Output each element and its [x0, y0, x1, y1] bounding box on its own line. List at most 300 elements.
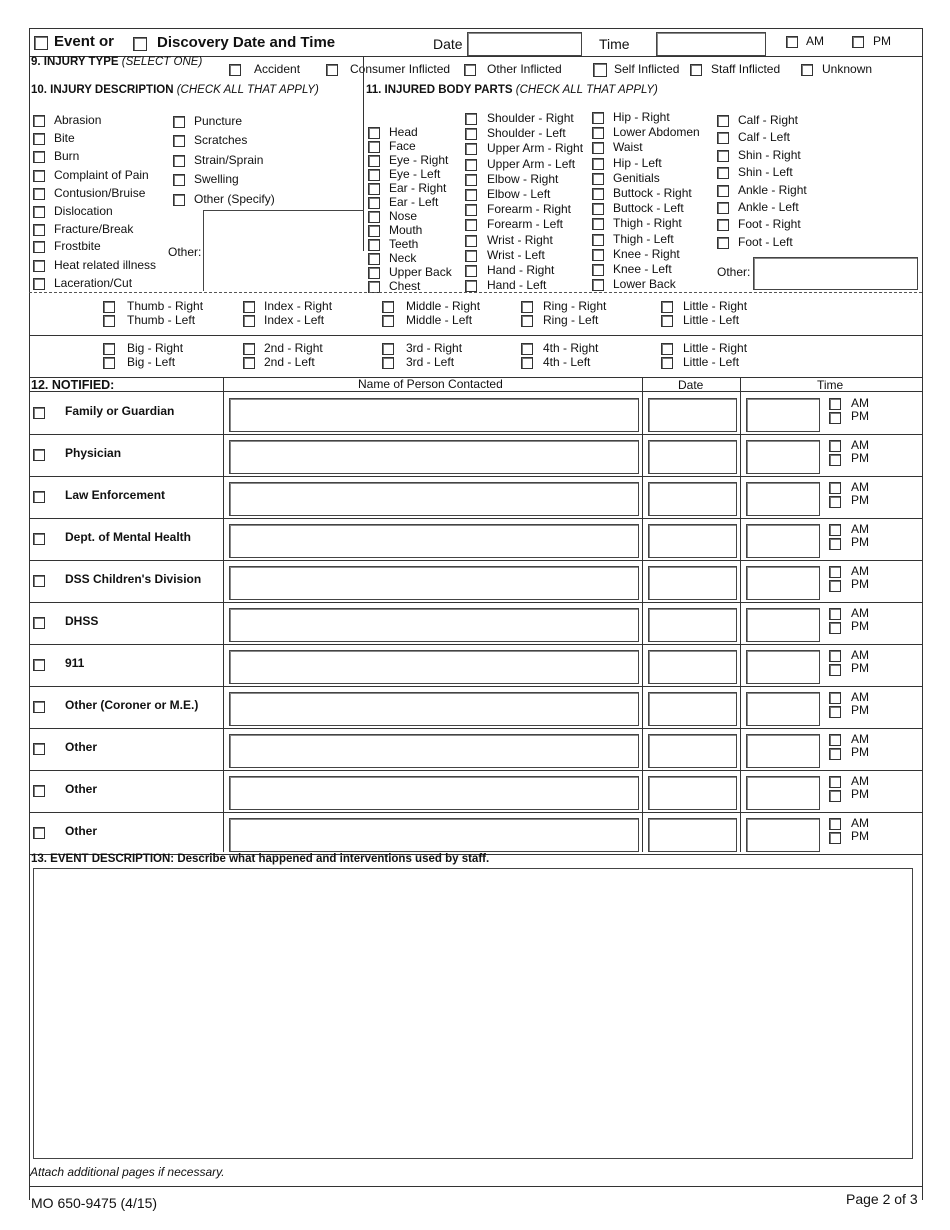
notified-row-10-date-input[interactable]	[648, 818, 737, 852]
body-wrist-left-checkbox[interactable]	[465, 250, 477, 262]
notified-row-8-time-input[interactable]	[746, 734, 820, 768]
notified-time-col-header: Time	[817, 378, 844, 392]
body-shoulder-left-label: Shoulder - Left	[487, 126, 566, 141]
finger-index-left-label: Index - Left	[264, 313, 325, 327]
injury-laceration-cut-label: Laceration/Cut	[54, 276, 133, 290]
injury-type-self-checkbox[interactable]	[593, 63, 607, 77]
body-upper-arm-right-label: Upper Arm - Right	[487, 141, 584, 156]
body-head-checkbox[interactable]	[368, 127, 380, 139]
finger-little-left-checkbox[interactable]	[661, 315, 673, 327]
injury-fracture-break-label: Fracture/Break	[54, 222, 134, 236]
notified-row-7-divider	[29, 728, 922, 729]
body-ear-right-checkbox[interactable]	[368, 183, 380, 195]
notified-row-2-am-checkbox[interactable]	[829, 482, 841, 494]
injury-description-other-label: Other:	[168, 245, 202, 259]
toe-4th-right-checkbox[interactable]	[521, 343, 533, 355]
body-upper-arm-right-checkbox[interactable]	[465, 143, 477, 155]
notified-row-1-am-label: AM	[851, 438, 869, 452]
body-face-label: Face	[389, 139, 416, 153]
body-ear-left-label: Ear - Left	[389, 195, 439, 209]
notified-row-6-date-input[interactable]	[648, 650, 737, 684]
body-nose-checkbox[interactable]	[368, 211, 380, 223]
notified-row-5-label: DHSS	[65, 614, 99, 628]
notified-row-0-name-input[interactable]	[229, 398, 639, 432]
body-lower-back-label: Lower Back	[613, 277, 676, 292]
notified-row-7-date-input[interactable]	[648, 692, 737, 726]
notified-row-1-pm-label: PM	[851, 451, 869, 465]
body-head-label: Head	[389, 125, 418, 139]
event-time-input[interactable]	[656, 32, 766, 56]
body-mouth-checkbox[interactable]	[368, 225, 380, 237]
body-wrist-right-label: Wrist - Right	[487, 232, 553, 247]
notified-row-2-pm-checkbox[interactable]	[829, 496, 841, 508]
finger-ring-left-checkbox[interactable]	[521, 315, 533, 327]
notified-row-9-time-input[interactable]	[746, 776, 820, 810]
body-lower-abdomen-checkbox[interactable]	[592, 127, 604, 139]
notified-row-5-am-label: AM	[851, 606, 869, 620]
notified-row-4-pm-checkbox[interactable]	[829, 580, 841, 592]
finger-thumb-left-checkbox[interactable]	[103, 315, 115, 327]
notified-row-1-name-input[interactable]	[229, 440, 639, 474]
injury-bite-checkbox[interactable]	[33, 133, 45, 145]
injury-type-other-checkbox[interactable]	[464, 64, 476, 76]
notified-row-0-checkbox[interactable]	[33, 407, 45, 419]
body-eye-right-checkbox[interactable]	[368, 155, 380, 167]
injury-bite-label: Bite	[54, 131, 75, 145]
body-lower-abdomen-label: Lower Abdomen	[613, 125, 700, 140]
body-calf-left-checkbox[interactable]	[717, 132, 729, 144]
injury-heat-related-illness-label: Heat related illness	[54, 258, 157, 272]
toe-little-right-checkbox[interactable]	[661, 343, 673, 355]
notified-row-1-pm-checkbox[interactable]	[829, 454, 841, 466]
body-ankle-left-label: Ankle - Left	[738, 200, 799, 214]
injury-complaint-of-pain-label: Complaint of Pain	[54, 168, 149, 182]
notified-row-10-label: Other	[65, 824, 98, 838]
toe-4th-left-checkbox[interactable]	[521, 357, 533, 369]
notified-row-2-name-input[interactable]	[229, 482, 639, 516]
notified-row-6-am-label: AM	[851, 648, 869, 662]
body-hip-left-checkbox[interactable]	[592, 158, 604, 170]
notified-row-3-pm-label: PM	[851, 535, 869, 549]
notified-row-7-time-input[interactable]	[746, 692, 820, 726]
notified-row-8-label: Other	[65, 740, 98, 754]
discovery-checkbox[interactable]	[133, 37, 147, 51]
left-border	[29, 28, 30, 1200]
finger-little-right-checkbox[interactable]	[661, 301, 673, 313]
notified-row-8-date-input[interactable]	[648, 734, 737, 768]
injury-scratches-checkbox[interactable]	[173, 135, 185, 147]
notified-row-9-am-checkbox[interactable]	[829, 776, 841, 788]
injury-description-other-input[interactable]	[203, 210, 364, 291]
injury-type-staff-label: Staff Inflicted	[711, 62, 781, 76]
notified-row-3-name-input[interactable]	[229, 524, 639, 558]
event-pm-label: PM	[873, 34, 891, 48]
injury-frostbite-label: Frostbite	[54, 239, 101, 253]
injury-type-accident-label: Accident	[254, 62, 301, 76]
notified-row-6-checkbox[interactable]	[33, 659, 45, 671]
notified-row-10-am-label: AM	[851, 816, 869, 830]
event-description-textarea[interactable]	[33, 868, 913, 1159]
injury-dislocation-checkbox[interactable]	[33, 206, 45, 218]
body-neck-checkbox[interactable]	[368, 253, 380, 265]
injury-contusion-bruise-checkbox[interactable]	[33, 188, 45, 200]
notified-header-divider	[29, 391, 922, 392]
notified-col-divider-2	[642, 377, 643, 852]
finger-index-right-label: Index - Right	[264, 299, 333, 313]
finger-index-left-checkbox[interactable]	[243, 315, 255, 327]
notified-row-8-name-input[interactable]	[229, 734, 639, 768]
notified-row-6-pm-label: PM	[851, 661, 869, 675]
notified-row-9-checkbox[interactable]	[33, 785, 45, 797]
body-knee-right-label: Knee - Right	[613, 246, 680, 261]
body-elbow-right-checkbox[interactable]	[465, 174, 477, 186]
notified-row-4-label: DSS Children's Division	[65, 572, 202, 586]
body-elbow-right-label: Elbow - Right	[487, 171, 559, 186]
body-forearm-left-label: Forearm - Left	[487, 217, 564, 232]
notified-row-10-pm-checkbox[interactable]	[829, 832, 841, 844]
notified-row-5-name-input[interactable]	[229, 608, 639, 642]
body-wrist-left-label: Wrist - Left	[487, 247, 545, 262]
notified-row-5-am-checkbox[interactable]	[829, 608, 841, 620]
body-buttock-right-checkbox[interactable]	[592, 188, 604, 200]
toe-3rd-right-checkbox[interactable]	[382, 343, 394, 355]
body-wrist-right-checkbox[interactable]	[465, 235, 477, 247]
body-thigh-right-checkbox[interactable]	[592, 218, 604, 230]
event-date-input[interactable]	[467, 32, 582, 56]
notified-row-6-time-input[interactable]	[746, 650, 820, 684]
page-number: Page 2 of 3	[846, 1191, 918, 1207]
notified-row-0-pm-checkbox[interactable]	[829, 412, 841, 424]
notified-row-8-checkbox[interactable]	[33, 743, 45, 755]
finger-middle-right-label: Middle - Right	[406, 299, 481, 313]
body-calf-right-label: Calf - Right	[738, 113, 799, 127]
body-elbow-left-label: Elbow - Left	[487, 187, 551, 201]
body-genitials-checkbox[interactable]	[592, 173, 604, 185]
notified-row-1-am-checkbox[interactable]	[829, 440, 841, 452]
body-upper-back-checkbox[interactable]	[368, 267, 380, 279]
body-shin-left-label: Shin - Left	[738, 165, 793, 180]
injury-laceration-cut-checkbox[interactable]	[33, 278, 45, 290]
toe-3rd-right-label: 3rd - Right	[406, 341, 463, 355]
finger-ring-left-label: Ring - Left	[543, 313, 599, 327]
notified-row-7-name-input[interactable]	[229, 692, 639, 726]
injury-strain-sprain-label: Strain/Sprain	[194, 153, 264, 167]
injury-type-unknown-checkbox[interactable]	[801, 64, 813, 76]
notified-row-9-date-input[interactable]	[648, 776, 737, 810]
injury-fracture-break-checkbox[interactable]	[33, 224, 45, 236]
toe-little-left-checkbox[interactable]	[661, 357, 673, 369]
notified-row-1-checkbox[interactable]	[33, 449, 45, 461]
body-buttock-right-label: Buttock - Right	[613, 186, 692, 200]
body-ankle-right-label: Ankle - Right	[738, 182, 807, 197]
body-parts-divider	[29, 292, 922, 293]
notified-row-4-date-input[interactable]	[648, 566, 737, 600]
notified-row-0-date-input[interactable]	[648, 398, 737, 432]
toe-4th-right-label: 4th - Right	[543, 341, 599, 355]
finger-thumb-left-label: Thumb - Left	[127, 313, 196, 327]
finger-little-right-label: Little - Right	[683, 299, 748, 313]
finger-middle-right-checkbox[interactable]	[382, 301, 394, 313]
body-parts-other-input[interactable]	[753, 257, 918, 290]
body-elbow-left-checkbox[interactable]	[465, 189, 477, 201]
notified-row-4-name-input[interactable]	[229, 566, 639, 600]
notified-row-5-date-input[interactable]	[648, 608, 737, 642]
notified-title: 12. NOTIFIED:	[31, 378, 115, 392]
body-waist-label: Waist	[613, 140, 643, 155]
injury-puncture-label: Puncture	[194, 114, 243, 128]
notified-row-10-name-input[interactable]	[229, 818, 639, 852]
body-ear-right-label: Ear - Right	[389, 181, 447, 195]
notified-row-8-divider	[29, 770, 922, 771]
notified-row-0-time-input[interactable]	[746, 398, 820, 432]
notified-row-2-pm-label: PM	[851, 493, 869, 507]
notified-row-10-pm-label: PM	[851, 829, 869, 843]
injury-scratches-label: Scratches	[194, 133, 248, 147]
notified-col-divider-1	[223, 377, 224, 852]
notified-row-9-pm-label: PM	[851, 787, 869, 801]
toe-big-left-checkbox[interactable]	[103, 357, 115, 369]
event-description-title: 13. EVENT DESCRIPTION: Describe what happened and interventions used by staff.	[31, 853, 490, 865]
body-hand-left-checkbox[interactable]	[465, 280, 477, 292]
body-ankle-right-checkbox[interactable]	[717, 185, 729, 197]
body-shin-right-label: Shin - Right	[738, 147, 801, 162]
toe-3rd-left-checkbox[interactable]	[382, 357, 394, 369]
injury-strain-sprain-checkbox[interactable]	[173, 155, 185, 167]
event-label: Event or	[54, 33, 115, 50]
notified-row-9-am-label: AM	[851, 774, 869, 788]
event-am-checkbox[interactable]	[786, 36, 798, 48]
fingers-divider	[29, 335, 922, 336]
body-ankle-left-checkbox[interactable]	[717, 202, 729, 214]
body-forearm-right-checkbox[interactable]	[465, 204, 477, 216]
event-pm-checkbox[interactable]	[852, 36, 864, 48]
body-hip-right-label: Hip - Right	[613, 110, 670, 124]
body-hand-left-label: Hand - Left	[487, 278, 547, 293]
injury-puncture-checkbox[interactable]	[173, 116, 185, 128]
event-am-label: AM	[806, 34, 824, 48]
notified-row-3-am-checkbox[interactable]	[829, 524, 841, 536]
body-shoulder-right-checkbox[interactable]	[465, 113, 477, 125]
notified-row-3-pm-checkbox[interactable]	[829, 538, 841, 550]
finger-middle-left-checkbox[interactable]	[382, 315, 394, 327]
notified-row-7-pm-checkbox[interactable]	[829, 706, 841, 718]
notified-row-3-checkbox[interactable]	[33, 533, 45, 545]
notified-row-4-pm-label: PM	[851, 577, 869, 591]
notified-row-0-am-label: AM	[851, 396, 869, 410]
body-foot-right-checkbox[interactable]	[717, 219, 729, 231]
body-eye-left-checkbox[interactable]	[368, 169, 380, 181]
injury-description-title: 10. INJURY DESCRIPTION (CHECK ALL THAT APPLY)	[31, 84, 319, 96]
injury-swelling-checkbox[interactable]	[173, 174, 185, 186]
date-label: Date	[433, 36, 463, 52]
notified-row-6-pm-checkbox[interactable]	[829, 664, 841, 676]
injury-type-consumer-label: Consumer Inflicted	[350, 62, 451, 76]
attach-note: Attach additional pages if necessary.	[30, 1165, 225, 1179]
body-ear-left-checkbox[interactable]	[368, 197, 380, 209]
notified-row-8-pm-label: PM	[851, 745, 869, 759]
notified-row-6-am-checkbox[interactable]	[829, 650, 841, 662]
notified-row-10-checkbox[interactable]	[33, 827, 45, 839]
injury-burn-checkbox[interactable]	[33, 151, 45, 163]
injury-swelling-label: Swelling	[194, 172, 239, 186]
injury-type-title: 9. INJURY TYPE (SELECT ONE)	[31, 56, 203, 68]
notified-row-2-date-input[interactable]	[648, 482, 737, 516]
notified-row-9-divider	[29, 812, 922, 813]
notified-row-1-date-input[interactable]	[648, 440, 737, 474]
notified-row-8-pm-checkbox[interactable]	[829, 748, 841, 760]
body-hip-left-label: Hip - Left	[613, 155, 662, 170]
body-calf-right-checkbox[interactable]	[717, 115, 729, 127]
discovery-label: Discovery Date and Time	[157, 34, 336, 51]
toe-2nd-right-label: 2nd - Right	[264, 341, 323, 355]
body-knee-left-label: Knee - Left	[613, 262, 672, 276]
body-hand-right-checkbox[interactable]	[465, 265, 477, 277]
body-thigh-left-checkbox[interactable]	[592, 234, 604, 246]
event-checkbox[interactable]	[34, 36, 48, 50]
toe-big-right-checkbox[interactable]	[103, 343, 115, 355]
notified-row-0-am-checkbox[interactable]	[829, 398, 841, 410]
notified-row-0-pm-label: PM	[851, 409, 869, 423]
notified-row-4-time-input[interactable]	[746, 566, 820, 600]
body-mouth-label: Mouth	[389, 223, 423, 237]
notified-row-7-pm-label: PM	[851, 703, 869, 717]
body-calf-left-label: Calf - Left	[738, 130, 791, 145]
notified-row-6-name-input[interactable]	[229, 650, 639, 684]
notified-row-8-am-checkbox[interactable]	[829, 734, 841, 746]
body-upper-arm-left-label: Upper Arm - Left	[487, 156, 576, 171]
toe-4th-left-label: 4th - Left	[543, 355, 591, 369]
injury-type-accident-checkbox[interactable]	[229, 64, 241, 76]
body-forearm-left-checkbox[interactable]	[465, 219, 477, 231]
injury-abrasion-checkbox[interactable]	[33, 115, 45, 127]
notified-row-2-label: Law Enforcement	[65, 488, 166, 502]
time-label: Time	[599, 36, 630, 52]
notified-row-2-checkbox[interactable]	[33, 491, 45, 503]
notified-row-6-divider	[29, 686, 922, 687]
toe-big-right-label: Big - Right	[127, 341, 184, 355]
injury-other-specify-checkbox[interactable]	[173, 194, 185, 206]
body-upper-arm-left-checkbox[interactable]	[465, 159, 477, 171]
injury-contusion-bruise-label: Contusion/Bruise	[54, 186, 146, 200]
injury-type-other-label: Other Inflicted	[487, 62, 562, 76]
injury-type-unknown-label: Unknown	[822, 62, 873, 76]
body-foot-left-label: Foot - Left	[738, 234, 793, 249]
body-buttock-left-label: Buttock - Left	[613, 201, 684, 216]
notified-row-9-label: Other	[65, 782, 98, 796]
right-border	[922, 28, 923, 1200]
notified-row-7-am-checkbox[interactable]	[829, 692, 841, 704]
notified-row-3-time-input[interactable]	[746, 524, 820, 558]
body-shin-right-checkbox[interactable]	[717, 150, 729, 162]
notified-row-5-time-input[interactable]	[746, 608, 820, 642]
form-id: MO 650-9475 (4/15)	[31, 1195, 158, 1211]
finger-ring-right-checkbox[interactable]	[521, 301, 533, 313]
toe-2nd-left-label: 2nd - Left	[264, 355, 315, 369]
notified-row-5-checkbox[interactable]	[33, 617, 45, 629]
body-upper-back-label: Upper Back	[389, 265, 452, 279]
notified-row-3-divider	[29, 560, 922, 561]
body-thigh-left-label: Thigh - Left	[613, 231, 674, 246]
body-shin-left-checkbox[interactable]	[717, 167, 729, 179]
notified-row-3-date-input[interactable]	[648, 524, 737, 558]
injury-frostbite-checkbox[interactable]	[33, 241, 45, 253]
body-nose-label: Nose	[389, 209, 418, 223]
notified-row-9-pm-checkbox[interactable]	[829, 790, 841, 802]
injury-type-self-label: Self Inflicted	[614, 62, 680, 76]
notified-row-4-am-checkbox[interactable]	[829, 566, 841, 578]
body-waist-checkbox[interactable]	[592, 142, 604, 154]
toe-2nd-right-checkbox[interactable]	[243, 343, 255, 355]
notified-row-9-name-input[interactable]	[229, 776, 639, 810]
toe-2nd-left-checkbox[interactable]	[243, 357, 255, 369]
body-shoulder-right-label: Shoulder - Right	[487, 111, 574, 125]
notified-row-1-time-input[interactable]	[746, 440, 820, 474]
body-face-checkbox[interactable]	[368, 141, 380, 153]
body-foot-left-checkbox[interactable]	[717, 237, 729, 249]
finger-little-left-label: Little - Left	[683, 313, 740, 327]
notified-row-7-checkbox[interactable]	[33, 701, 45, 713]
bottom-border	[29, 1186, 922, 1187]
notified-row-1-label: Physician	[65, 446, 122, 460]
notified-row-10-time-input[interactable]	[746, 818, 820, 852]
injury-burn-label: Burn	[54, 149, 80, 163]
toe-little-right-label: Little - Right	[683, 341, 748, 355]
notified-col-divider-3	[740, 377, 741, 852]
finger-middle-left-label: Middle - Left	[406, 313, 473, 327]
notified-row-2-am-label: AM	[851, 480, 869, 494]
body-lower-back-checkbox[interactable]	[592, 279, 604, 291]
body-hand-right-label: Hand - Right	[487, 263, 555, 277]
notified-row-7-label: Other (Coroner or M.E.)	[65, 698, 199, 712]
body-knee-left-checkbox[interactable]	[592, 264, 604, 276]
notified-row-0-divider	[29, 434, 922, 435]
body-eye-right-label: Eye - Right	[389, 153, 449, 167]
body-knee-right-checkbox[interactable]	[592, 249, 604, 261]
injury-type-consumer-checkbox[interactable]	[326, 64, 338, 76]
notified-row-4-checkbox[interactable]	[33, 575, 45, 587]
injury-complaint-of-pain-checkbox[interactable]	[33, 170, 45, 182]
notified-row-4-divider	[29, 602, 922, 603]
body-chest-label: Chest	[389, 279, 421, 293]
body-teeth-label: Teeth	[389, 237, 419, 251]
injury-other-specify-label: Other (Specify)	[194, 192, 275, 206]
body-hip-right-checkbox[interactable]	[592, 112, 604, 124]
notified-date-col-header: Date	[678, 378, 704, 392]
notified-row-2-divider	[29, 518, 922, 519]
notified-row-5-pm-label: PM	[851, 619, 869, 633]
body-genitials-label: Genitials	[613, 170, 660, 185]
notified-row-7-am-label: AM	[851, 690, 869, 704]
finger-thumb-right-checkbox[interactable]	[103, 301, 115, 313]
body-teeth-checkbox[interactable]	[368, 239, 380, 251]
toe-little-left-label: Little - Left	[683, 355, 740, 369]
body-buttock-left-checkbox[interactable]	[592, 203, 604, 215]
body-neck-label: Neck	[389, 251, 417, 265]
body-forearm-right-label: Forearm - Right	[487, 202, 572, 217]
toe-big-left-label: Big - Left	[127, 355, 176, 369]
injury-type-staff-checkbox[interactable]	[690, 64, 702, 76]
body-shoulder-left-checkbox[interactable]	[465, 128, 477, 140]
notified-row-10-am-checkbox[interactable]	[829, 818, 841, 830]
notified-row-0-label: Family or Guardian	[65, 404, 175, 418]
finger-thumb-right-label: Thumb - Right	[127, 299, 204, 313]
top-border	[29, 28, 922, 29]
injury-heat-related-illness-checkbox[interactable]	[33, 260, 45, 272]
finger-index-right-checkbox[interactable]	[243, 301, 255, 313]
notified-row-5-pm-checkbox[interactable]	[829, 622, 841, 634]
notified-row-2-time-input[interactable]	[746, 482, 820, 516]
body-parts-title: 11. INJURED BODY PARTS (CHECK ALL THAT APPLY)	[366, 84, 658, 96]
